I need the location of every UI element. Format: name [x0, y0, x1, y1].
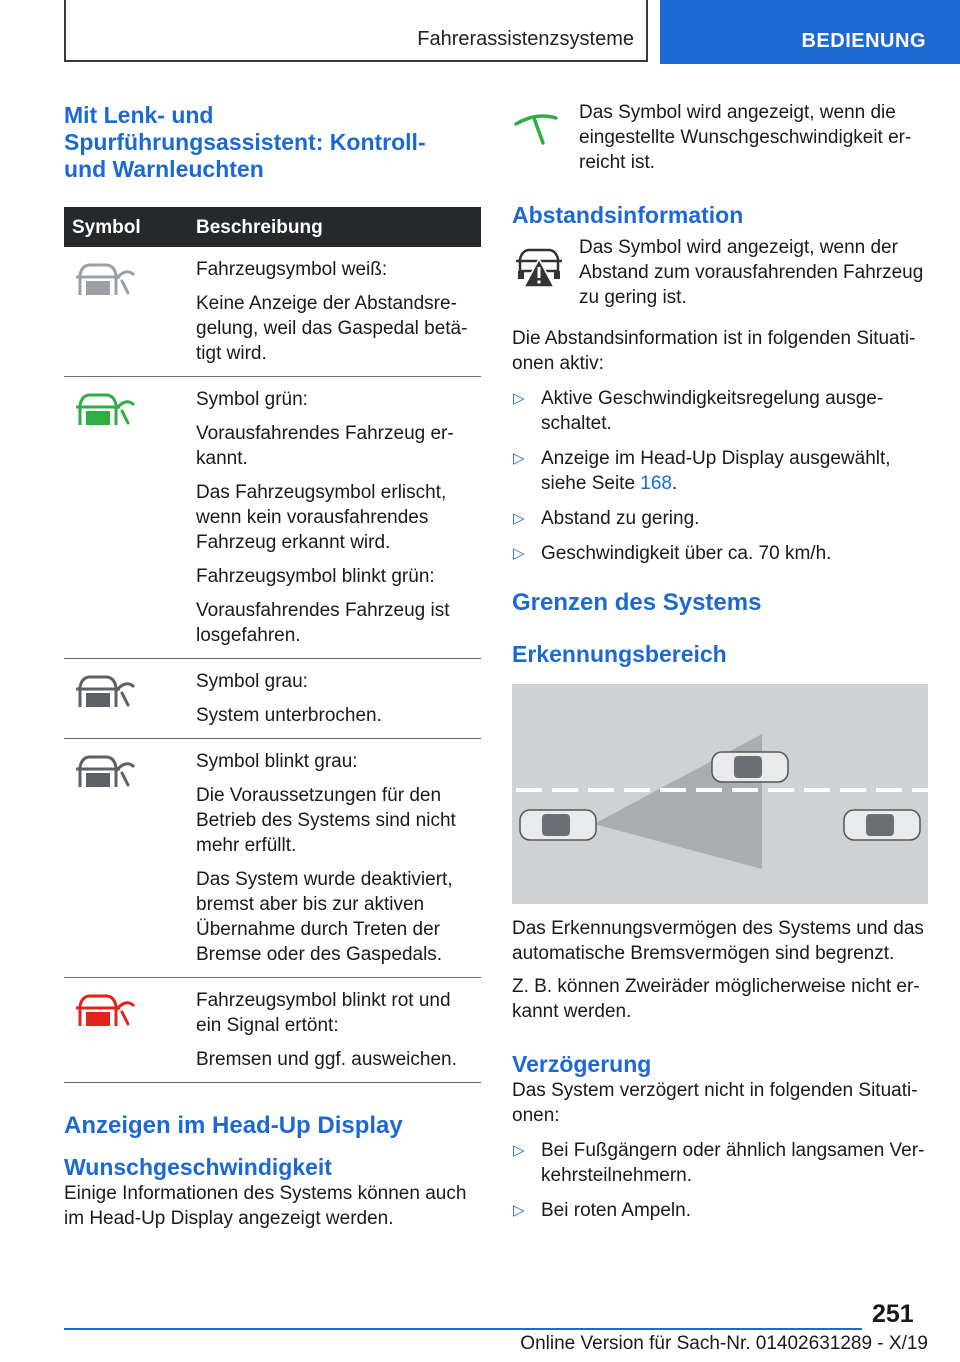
row-text: Vorausfahrendes Fahrzeug er-kannt.: [196, 423, 454, 469]
hud-heading: Anzeigen im Head-Up Display: [64, 1112, 403, 1139]
row-text: Das Fahrzeugsymbol erlischt, wenn kein vorausfahrendes Fahrzeug erkannt wird.: [196, 482, 447, 553]
triangle-bullet-icon: ▷: [513, 1202, 525, 1219]
speed-symbol-block: [512, 100, 928, 175]
header-chapter-box: [64, 0, 648, 62]
speed-symbol-text: Das Symbol wird angezeigt, wenn die eingestellte Wunschgeschwindigkeit er-reicht ist.: [579, 102, 912, 173]
triangle-bullet-icon: ▷: [513, 390, 525, 407]
table-header-symbol: Symbol: [72, 217, 141, 238]
header-section-tab[interactable]: [660, 0, 960, 64]
row-text: Keine Anzeige der Abstandsre-gelung, weil das Gaspedal betä-tigt wird.: [196, 293, 468, 364]
distance-intro: Die Abstandsinformation ist in folgenden Situati-onen aktiv:: [512, 328, 916, 374]
row-text: Fahrzeugsymbol weiß:: [196, 259, 388, 280]
list-item: ▷ Bei Fußgängern oder ähnlich langsamen Ver-kehrsteilnehmern.: [513, 1140, 925, 1186]
vehicle-red-icon: [72, 990, 136, 1034]
list-item: ▷ Anzeige im Head-Up Display ausgewählt, siehe Seite 168.: [513, 448, 891, 494]
row-text: Das System wurde deaktiviert, bremst aber bis zur aktiven Übernahme durch Treten der Bremse oder des Gaspedals.: [196, 869, 453, 965]
section-heading-warning-lights: Mit Lenk- und Spurführungsassistent: Kontroll- und Warnleuchten: [64, 102, 426, 182]
detection-text-1: Das Erkennungsvermögen des Systems und das automatische Bremsvermögen sind begrenzt.: [512, 918, 924, 964]
triangle-bullet-icon: ▷: [513, 1142, 525, 1159]
list-item: ▷ Bei roten Ampeln.: [513, 1200, 691, 1221]
distance-list: [512, 386, 928, 566]
deceleration-heading: Verzögerung: [512, 1051, 652, 1077]
row-text: Fahrzeugsymbol blinkt rot und ein Signal ertönt:: [196, 990, 451, 1036]
footer-divider: [64, 1328, 862, 1330]
distance-symbol-text: Das Symbol wird angezeigt, wenn der Abstand zum vorausfahrenden Fahrzeug zu gering ist.: [579, 237, 924, 308]
row-text: Bremsen und ggf. ausweichen.: [196, 1049, 457, 1070]
table-row: [64, 978, 481, 1083]
distance-symbol-block: [512, 235, 928, 310]
detection-range-illustration: [512, 684, 928, 904]
speed-reached-icon: [512, 106, 566, 154]
row-text: System unterbrochen.: [196, 705, 382, 726]
table-header-description: Beschreibung: [196, 217, 323, 238]
distance-heading: Abstandsinformation: [512, 202, 744, 228]
left-column: [64, 102, 481, 1231]
list-item: ▷ Abstand zu gering.: [513, 508, 700, 529]
row-text: Symbol grün:: [196, 389, 308, 410]
limits-heading: Grenzen des Systems: [512, 589, 762, 616]
list-item: ▷ Geschwindigkeit über ca. 70 km/h.: [513, 543, 832, 564]
deceleration-intro: Das System verzögert nicht in folgenden Situati-onen:: [512, 1080, 918, 1126]
speed-text: Einige Informationen des Systems können auch im Head-Up Display angezeigt werden.: [64, 1183, 467, 1229]
table-row: [64, 659, 481, 739]
vehicle-gray-icon: [72, 671, 136, 715]
list-item: ▷ Aktive Geschwindigkeitsregelung ausge-schaltet.: [513, 388, 884, 434]
triangle-bullet-icon: ▷: [513, 545, 525, 562]
row-text: Die Voraussetzungen für den Betrieb des Systems sind nicht mehr erfüllt.: [196, 785, 456, 856]
row-text: Fahrzeugsymbol blinkt grün:: [196, 566, 435, 587]
vehicle-green-icon: [72, 389, 136, 433]
table-body: [64, 247, 481, 1083]
triangle-bullet-icon: ▷: [513, 510, 525, 527]
own-car-icon: [520, 810, 596, 840]
table-row: [64, 739, 481, 978]
page-link[interactable]: 168: [640, 473, 672, 494]
vehicle-same-lane-icon: [844, 810, 920, 840]
table-header: [64, 207, 481, 247]
vehicle-gray-blink-icon: [72, 751, 136, 795]
detection-heading: Erkennungsbereich: [512, 641, 727, 667]
triangle-bullet-icon: ▷: [513, 450, 525, 467]
right-column: [512, 100, 928, 1233]
distance-warning-icon: [512, 241, 566, 289]
row-text: Symbol grau:: [196, 671, 308, 692]
table-row: [64, 377, 481, 659]
deceleration-list: [512, 1138, 928, 1223]
vehicle-white-icon: [72, 259, 136, 303]
speed-heading: Wunschgeschwindigkeit: [64, 1154, 332, 1180]
detection-text-2: Z. B. können Zweiräder möglicherweise nicht er-kannt werden.: [512, 976, 920, 1022]
footer-text: Online Version für Sach-Nr. 01402631289 - X/19: [520, 1333, 928, 1354]
chapter-title: Fahrerassistenzsysteme: [417, 28, 634, 50]
row-text: Vorausfahrendes Fahrzeug ist losgefahren.: [196, 600, 450, 646]
detection-range-diagram: [512, 684, 928, 904]
section-title: BEDIENUNG: [801, 30, 926, 52]
table-row: [64, 247, 481, 377]
vehicle-ahead-icon: [712, 752, 788, 782]
row-text: Symbol blinkt grau:: [196, 751, 358, 772]
page-number: 251: [872, 1300, 914, 1328]
